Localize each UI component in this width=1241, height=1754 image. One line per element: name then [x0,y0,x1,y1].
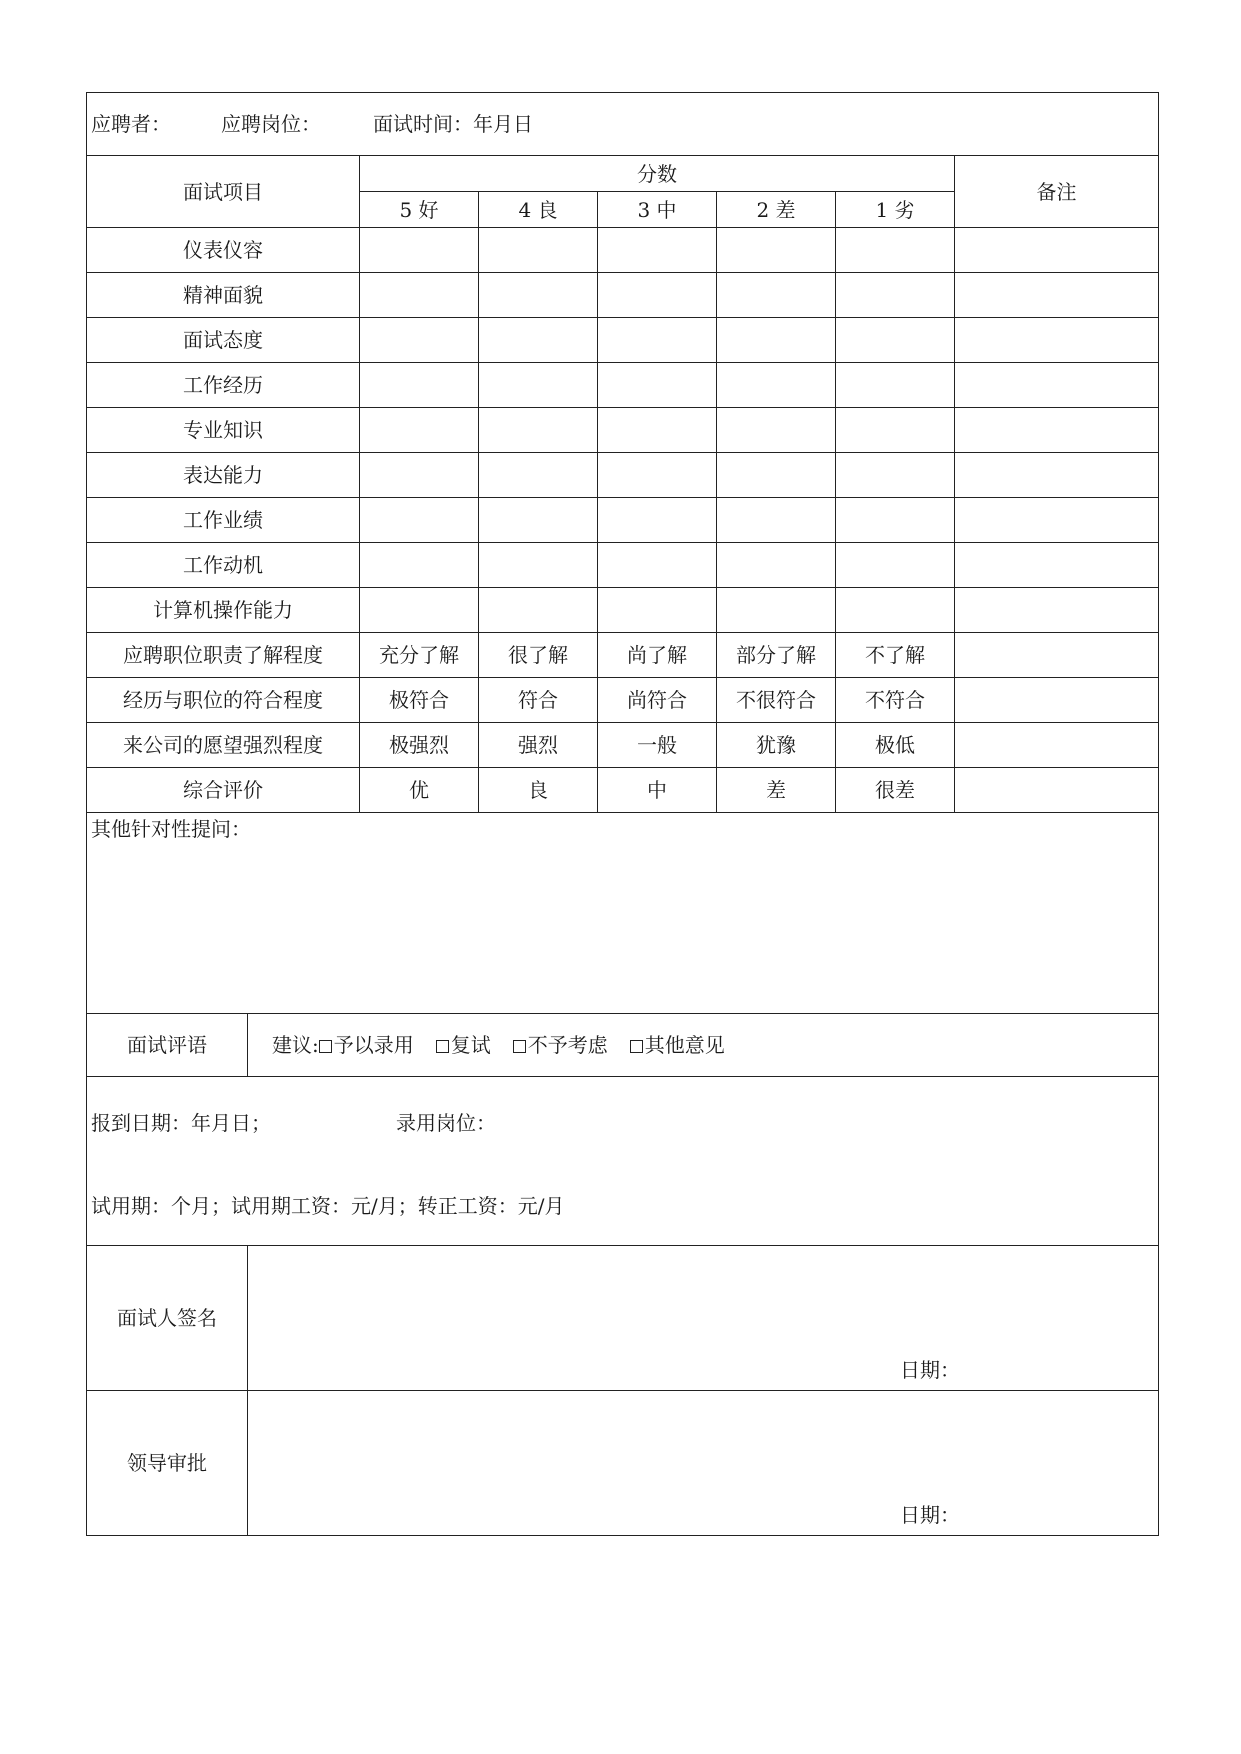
suggestion-prefix: 建议: [272,1033,319,1057]
table-row [87,453,1159,498]
table-row [87,678,1159,723]
score-cell[interactable] [360,363,479,408]
table-row [87,498,1159,543]
interviewer-sign-area[interactable] [248,1246,1159,1391]
remark-cell[interactable] [955,768,1159,813]
other-questions-row [87,813,1159,1014]
remark-cell[interactable] [955,543,1159,588]
score-cell[interactable] [598,363,717,408]
level-3-header: 3 中 [598,192,717,228]
score-cell[interactable] [836,588,955,633]
rating-item-label: 仪表仪容 [87,228,360,273]
scale-option[interactable]: 尚了解 [598,633,717,678]
leader-approval-area[interactable] [248,1391,1159,1536]
score-cell[interactable] [360,228,479,273]
report-date-label: 报到日期：年月日； [91,1111,271,1135]
remark-cell[interactable] [955,678,1159,723]
rating-item-label: 面试态度 [87,318,360,363]
scale-option[interactable]: 不很符合 [717,678,836,723]
level-1-header: 1 劣 [836,192,955,228]
interviewer-sign-label: 面试人签名 [87,1246,248,1391]
report-row [87,1077,1159,1246]
table-row [87,228,1159,273]
scale-option[interactable]: 尚符合 [598,678,717,723]
suggestion-cell [248,1014,1159,1077]
leader-date-label: 日期： [900,1503,960,1527]
score-cell[interactable] [479,453,598,498]
level-4-header: 4 良 [479,192,598,228]
option-hire[interactable] [319,1033,414,1057]
table-row [87,633,1159,678]
score-cell[interactable] [836,273,955,318]
rating-item-label: 精神面貌 [87,273,360,318]
remark-cell[interactable] [955,588,1159,633]
score-cell[interactable] [360,408,479,453]
option-hire-label: 予以录用 [333,1033,414,1057]
checkbox-icon[interactable] [436,1040,449,1053]
scale-option[interactable]: 差 [717,768,836,813]
score-cell[interactable] [360,318,479,363]
score-cell[interactable] [717,273,836,318]
table-row [87,588,1159,633]
score-cell[interactable] [360,453,479,498]
form-table [86,92,1159,1536]
scale-option[interactable]: 中 [598,768,717,813]
score-cell[interactable] [479,408,598,453]
table-row [87,543,1159,588]
score-cell[interactable] [717,318,836,363]
scale-option[interactable]: 优 [360,768,479,813]
option-reinterview[interactable] [436,1033,491,1057]
checkbox-icon[interactable] [319,1040,332,1053]
score-cell[interactable] [360,498,479,543]
rating-item-label: 表达能力 [87,453,360,498]
table-row [87,408,1159,453]
remark-cell[interactable] [955,723,1159,768]
scale-option[interactable]: 极符合 [360,678,479,723]
evaluation-label: 面试评语 [87,1014,248,1077]
report-cell [87,1077,1159,1246]
interview-time-label: 面试时间：年月日 [373,112,533,136]
score-cell[interactable] [598,228,717,273]
table-row [87,768,1159,813]
score-cell[interactable] [836,498,955,543]
trial-line: 试用期：个月；试用期工资：元/月；转正工资：元/月 [91,1194,565,1218]
evaluation-row [87,1014,1159,1077]
score-cell[interactable] [360,273,479,318]
table-row [87,723,1159,768]
remark-cell[interactable] [955,228,1159,273]
scale-row-label: 经历与职位的符合程度 [87,678,360,723]
checkbox-icon[interactable] [513,1040,526,1053]
scale-option[interactable]: 部分了解 [717,633,836,678]
scale-option[interactable]: 充分了解 [360,633,479,678]
info-row [87,93,1159,156]
score-cell[interactable] [479,273,598,318]
score-cell[interactable] [479,543,598,588]
scale-option[interactable]: 犹豫 [717,723,836,768]
item-header: 面试项目 [87,156,360,228]
score-cell[interactable] [479,588,598,633]
rating-item-label: 专业知识 [87,408,360,453]
score-cell[interactable] [717,363,836,408]
rating-item-label: 工作业绩 [87,498,360,543]
report-date-line [91,1111,496,1135]
leader-approval-row [87,1391,1159,1536]
score-cell[interactable] [598,273,717,318]
remark-cell[interactable] [955,498,1159,543]
interview-evaluation-form [86,92,1158,1554]
score-cell[interactable] [836,453,955,498]
score-cell[interactable] [479,228,598,273]
scale-row-label: 综合评价 [87,768,360,813]
table-header-row [87,156,1159,192]
scale-option[interactable]: 不了解 [836,633,955,678]
score-cell[interactable] [598,543,717,588]
option-reject[interactable] [513,1033,608,1057]
score-cell[interactable] [836,543,955,588]
remark-cell[interactable] [955,273,1159,318]
option-reinterview-label: 复试 [450,1033,491,1057]
scale-option[interactable]: 很差 [836,768,955,813]
score-cell[interactable] [836,318,955,363]
remark-cell[interactable] [955,453,1159,498]
leader-approval-label: 领导审批 [87,1391,248,1536]
remark-cell[interactable] [955,633,1159,678]
scale-option[interactable]: 不符合 [836,678,955,723]
score-cell[interactable] [598,498,717,543]
score-cell[interactable] [479,363,598,408]
scale-option[interactable]: 一般 [598,723,717,768]
score-cell[interactable] [836,228,955,273]
scale-option[interactable]: 很了解 [479,633,598,678]
scale-row-label: 应聘职位职责了解程度 [87,633,360,678]
applicant-label: 应聘者： [91,112,171,136]
remark-cell[interactable] [955,318,1159,363]
table-row [87,273,1159,318]
rating-item-label: 工作经历 [87,363,360,408]
score-cell[interactable] [717,408,836,453]
hire-position-label: 录用岗位： [396,1111,496,1135]
score-cell[interactable] [717,498,836,543]
option-reject-label: 不予考虑 [527,1033,608,1057]
scale-option[interactable]: 极低 [836,723,955,768]
score-cell[interactable] [479,318,598,363]
option-other-label: 其他意见 [644,1033,725,1057]
scale-option[interactable]: 极强烈 [360,723,479,768]
remark-cell[interactable] [955,408,1159,453]
remark-header: 备注 [955,156,1159,228]
table-row [87,318,1159,363]
score-cell[interactable] [717,543,836,588]
score-cell[interactable] [479,498,598,543]
level-2-header: 2 差 [717,192,836,228]
info-cell [87,93,1159,156]
score-cell[interactable] [717,453,836,498]
scale-option[interactable]: 符合 [479,678,598,723]
position-label: 应聘岗位： [221,112,321,136]
score-cell[interactable] [598,318,717,363]
score-cell[interactable] [598,588,717,633]
rating-item-label: 计算机操作能力 [87,588,360,633]
score-cell[interactable] [360,543,479,588]
scale-row-label: 来公司的愿望强烈程度 [87,723,360,768]
score-cell[interactable] [717,228,836,273]
score-cell[interactable] [360,588,479,633]
interviewer-sign-row [87,1246,1159,1391]
other-questions-label: 其他针对性提问： [91,817,251,841]
table-row [87,363,1159,408]
level-5-header: 5 好 [360,192,479,228]
scale-option[interactable]: 良 [479,768,598,813]
score-cell[interactable] [836,363,955,408]
interviewer-date-label: 日期： [900,1358,960,1382]
other-questions-cell[interactable] [87,813,1159,1014]
option-other[interactable] [630,1033,725,1057]
remark-cell[interactable] [955,363,1159,408]
score-cell[interactable] [836,408,955,453]
rating-item-label: 工作动机 [87,543,360,588]
score-header: 分数 [360,156,955,192]
checkbox-icon[interactable] [630,1040,643,1053]
score-cell[interactable] [717,588,836,633]
score-cell[interactable] [598,408,717,453]
scale-option[interactable]: 强烈 [479,723,598,768]
score-cell[interactable] [598,453,717,498]
